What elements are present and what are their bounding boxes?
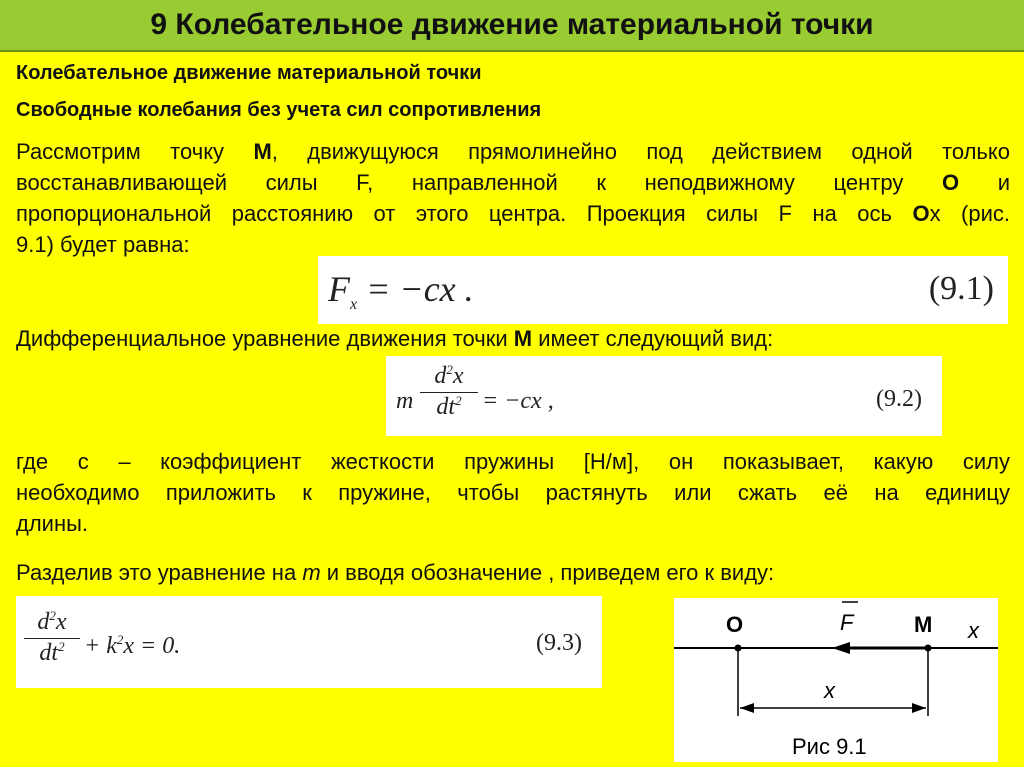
- intro-paragraph: [16, 136, 1010, 260]
- equation-number: (9.1): [928, 270, 994, 307]
- divide-paragraph: [16, 557, 1010, 588]
- dimension-arrow-right: [912, 703, 926, 713]
- slide-content: [0, 52, 1024, 767]
- formula-subscript: x: [350, 296, 358, 314]
- formula-symbol: F: [328, 269, 350, 309]
- figure-9-1: [674, 598, 998, 762]
- text-line: где с – коэффициент жесткости пружины [Н/м], он показывает, какую силу: [16, 449, 1010, 474]
- label-m: M: [914, 612, 933, 637]
- label-distance: x: [824, 678, 835, 703]
- label-o: O: [726, 612, 744, 637]
- force-arrow-head: [832, 642, 850, 654]
- text-line: восстанавливающей силы F, направленной к неподвижному центру О и: [16, 170, 1010, 195]
- formula-rhs: + $k^2x = 0$.: [84, 632, 181, 659]
- formula-9-2: [386, 356, 942, 436]
- diff-eq-paragraph: [16, 323, 1010, 354]
- subsection-heading: Свободные колебания без учета сил сопротивления: [16, 99, 542, 121]
- equation-number: (9.2): [876, 386, 922, 412]
- text-line: Разделив это уравнение на m и вводя обозначение , приведем его к виду:: [16, 560, 775, 585]
- text-line: необходимо приложить к пружине, чтобы растянуть или сжать её на единицу: [16, 480, 1010, 505]
- dimension-arrow-left: [740, 703, 754, 713]
- formula-9-3: [16, 596, 602, 688]
- title-bar: [0, 0, 1024, 52]
- figure-caption: Рис 9.1: [792, 734, 867, 759]
- formula-fraction: $d^2x$ $dt^2$: [24, 608, 80, 667]
- text-line: пропорциональной расстоянию от этого центра. Проекция силы F на ось Ох (рис.: [16, 201, 1010, 226]
- text-line: 9.1) будет равна:: [16, 232, 190, 257]
- text-line: длины.: [16, 511, 89, 536]
- label-force: F: [840, 610, 854, 635]
- figure-diagram: [674, 598, 998, 762]
- label-axis: x: [968, 618, 979, 643]
- formula-fraction: $d^2x$ $dt^2$: [420, 362, 478, 421]
- stiffness-paragraph: [16, 446, 1010, 539]
- equation-number: (9.3): [536, 630, 582, 656]
- formula-symbol: m: [396, 388, 414, 414]
- section-heading: Колебательное движение материальной точки: [16, 62, 482, 84]
- text-line: Рассмотрим точку М, движущуюся прямолинейно под действием одной только: [16, 139, 1011, 164]
- formula-rhs: = −cx .: [366, 269, 474, 309]
- formula-9-1: [318, 256, 1008, 324]
- text-line: Дифференциальное уравнение движения точки М имеет следующий вид:: [16, 326, 774, 351]
- slide-title: 9 Колебательное движение материальной точки: [150, 8, 874, 41]
- formula-rhs: = −cx ,: [482, 388, 554, 414]
